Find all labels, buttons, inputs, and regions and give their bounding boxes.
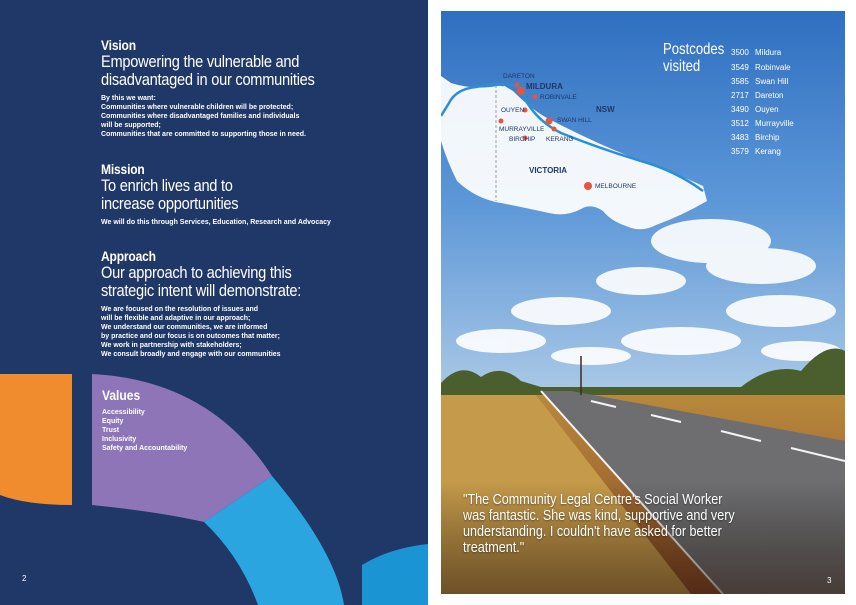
approach-line: will be flexible and adaptive in our approach;	[101, 315, 251, 322]
vision-section	[101, 37, 401, 139]
postcode-place: Ouyen	[755, 105, 779, 114]
postcode-place: Murrayville	[755, 119, 794, 128]
ring-segment-blue-bottom	[362, 544, 428, 605]
approach-headline	[101, 264, 411, 300]
mission-headline-line: increase opportunities	[101, 194, 239, 213]
values-item: Inclusivity	[102, 436, 137, 443]
mission-section	[101, 161, 401, 227]
testimonial-quote: "The Community Legal Centre's Social Worker was fantastic. She was kind, supportive and very understanding. I couldn't have asked for better treatment."	[463, 491, 735, 556]
values-list	[102, 408, 187, 453]
mission-title: Mission	[101, 161, 145, 177]
page-number-right: 3	[827, 576, 832, 585]
postcode-code: 3512	[731, 119, 749, 128]
postcode-code: 3579	[731, 147, 749, 156]
approach-headline-line: Our approach to achieving this	[101, 263, 292, 282]
vision-title: Vision	[101, 37, 136, 53]
approach-line: We are focused on the resolution of issues and	[101, 306, 259, 313]
postcode-place: Robinvale	[755, 63, 791, 72]
mission-line: We will do this through Services, Education, Research and Advocacy	[101, 219, 331, 226]
right-page	[441, 11, 845, 594]
postcode-code: 3483	[731, 133, 749, 142]
map-label-kerang: KERANG	[546, 136, 574, 143]
map-label-mildura: MILDURA	[526, 82, 563, 91]
map-label-birchip: BIRCHIP	[509, 136, 536, 143]
vision-headline	[101, 53, 411, 89]
map-label-ouyen: OUYEN	[501, 107, 525, 114]
mission-headline	[101, 177, 411, 213]
postcode-code: 2717	[731, 91, 749, 100]
postcode-place: Birchip	[755, 133, 780, 142]
approach-line: We understand our communities, we are informed	[101, 324, 268, 331]
postcode-place: Kerang	[755, 147, 781, 156]
postcode-code: 3500	[731, 48, 749, 57]
values-item: Equity	[102, 418, 124, 425]
vision-line: Communities where disadvantaged families and individuals	[101, 113, 300, 120]
postcode-row	[731, 105, 779, 114]
vision-body	[101, 94, 401, 139]
approach-headline-line: strategic intent will demonstrate:	[101, 281, 302, 300]
postcode-row	[731, 119, 794, 128]
page-number-left: 2	[22, 574, 27, 583]
values-title: Values	[102, 387, 141, 403]
postcodes-title: Postcodes visited	[663, 41, 725, 75]
postcode-place: Dareton	[755, 91, 784, 100]
postcode-row	[731, 133, 779, 142]
postcode-code: 3490	[731, 105, 749, 114]
postcode-place: Mildura	[755, 48, 782, 57]
map-label-dareton: DARETON	[503, 73, 535, 80]
vision-line: By this we want:	[101, 95, 156, 102]
postcode-row	[731, 91, 783, 100]
approach-line: by practice and our focus is on outcomes that matter;	[101, 333, 280, 340]
approach-title: Approach	[101, 248, 156, 264]
map-label-murrayville: MURRAYVILLE	[499, 126, 545, 133]
map-label-nsw: NSW	[596, 105, 615, 114]
postcode-row	[731, 63, 791, 72]
postcode-row	[731, 147, 781, 156]
values-item: Trust	[102, 427, 120, 434]
map-label-victoria: VICTORIA	[529, 166, 568, 175]
approach-body	[101, 305, 401, 359]
vision-headline-line: disadvantaged in our communities	[101, 70, 315, 89]
postcode-row	[731, 77, 788, 86]
approach-line: We work in partnership with stakeholders;	[101, 342, 242, 349]
vision-line: Communities that are committed to supporting those in need.	[101, 131, 306, 138]
approach-line: We consult broadly and engage with our communities	[101, 351, 281, 358]
values-item: Accessibility	[102, 409, 145, 416]
map-label-melbourne: MELBOURNE	[595, 183, 637, 190]
postcode-code: 3549	[731, 63, 749, 72]
vision-headline-line: Empowering the vulnerable and	[101, 52, 300, 71]
approach-section	[101, 248, 401, 359]
ring-segment-orange	[0, 374, 72, 505]
vision-line: will be supported;	[101, 122, 161, 129]
mission-headline-line: To enrich lives and to	[101, 176, 233, 195]
values-item: Safety and Accountability	[102, 445, 188, 452]
postcode-code: 3585	[731, 77, 749, 86]
postcode-row	[731, 48, 781, 57]
map-label-swan-hill: SWAN HILL	[557, 117, 592, 124]
map-label-robinvale: ROBINVALE	[540, 94, 577, 101]
vision-line: Communities where vulnerable children will be protected;	[101, 104, 294, 111]
postcode-place: Swan Hill	[755, 77, 789, 86]
mission-body	[101, 218, 401, 227]
